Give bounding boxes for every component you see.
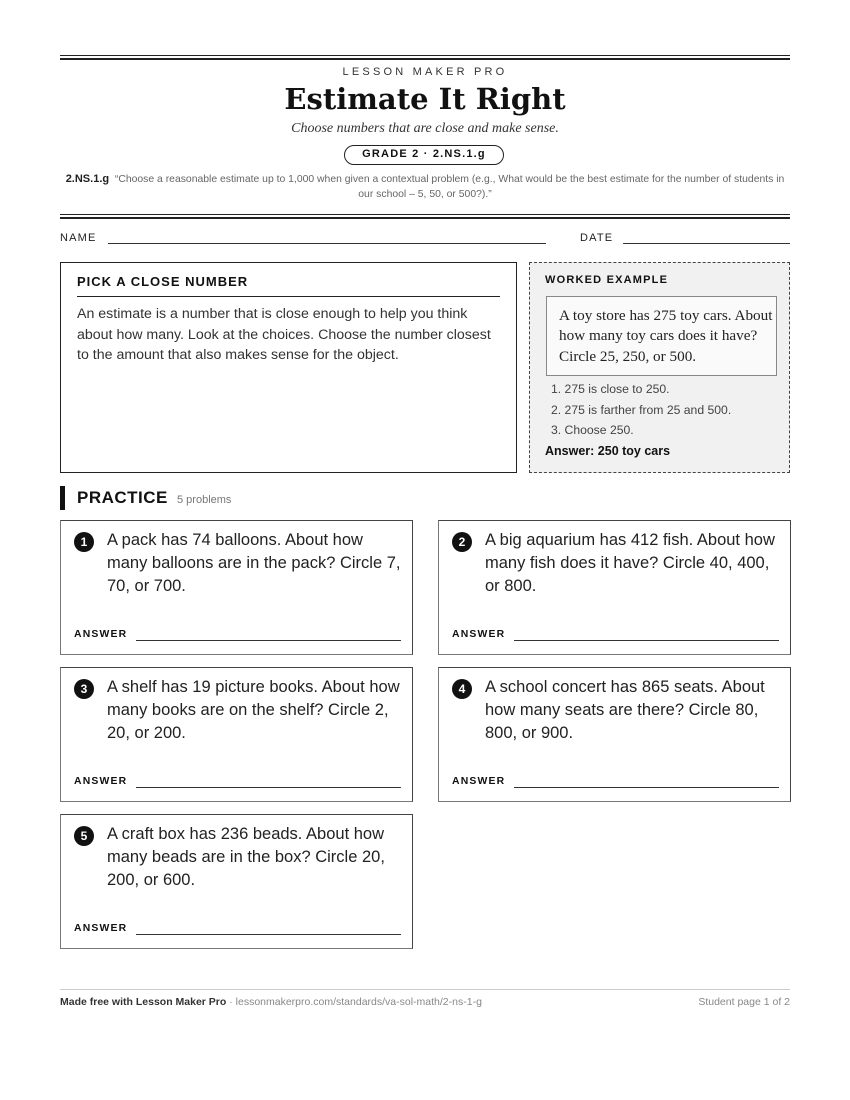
worked-example-answer: Answer: 250 toy cars: [545, 444, 671, 458]
problem-number-badge: 2: [452, 532, 472, 552]
answer-label: ANSWER: [74, 776, 128, 787]
practice-accent-bar: [60, 486, 65, 510]
footer-page-number: Student page 1 of 2: [698, 996, 790, 1008]
grade-badge: GRADE 2 · 2.NS.1.g: [344, 145, 504, 165]
worked-step: 2. 275 is farther from 25 and 500.: [551, 402, 732, 417]
problem-card-4: [438, 667, 791, 802]
header-rule-bottom-thick: [60, 217, 790, 219]
date-field[interactable]: [623, 243, 790, 244]
problem-card-5: [60, 814, 413, 949]
date-label: DATE: [580, 232, 614, 244]
problem-text: A craft box has 236 beads. About how many beads are in the box? Circle 20, 200, or 600.: [107, 825, 385, 889]
footer-url[interactable]: · lessonmakerpro.com/standards/va-sol-math/2-ns-1-g: [226, 996, 482, 1008]
standard-code: 2.NS.1.g: [65, 173, 110, 185]
answer-field[interactable]: [136, 934, 401, 935]
problem-text: A school concert has 865 seats. About how many seats are there? Circle 80, 800, or 900.: [485, 678, 765, 742]
footer-divider: [60, 989, 790, 990]
standard-description: [62, 172, 788, 202]
intro-panel: [60, 262, 517, 473]
page-subtitle: Choose numbers that are close and make sense.: [291, 121, 559, 136]
answer-label: ANSWER: [74, 923, 128, 934]
problem-text: A pack has 74 balloons. About how many balloons are in the pack? Circle 7, 70, or 700.: [107, 531, 401, 595]
problem-card-2: [438, 520, 791, 655]
worked-example-panel: [529, 262, 790, 473]
practice-title: PRACTICE: [77, 488, 168, 507]
answer-field[interactable]: [514, 640, 779, 641]
problem-number-badge: 3: [74, 679, 94, 699]
answer-field[interactable]: [136, 787, 401, 788]
header-rule-bottom: [60, 214, 790, 215]
intro-text: An estimate is a number that is close enough to help you think about how many. Look at the choices. Choose the number closest to the amount that also makes sense for the object.: [77, 306, 491, 364]
answer-label: ANSWER: [74, 629, 128, 640]
answer-field[interactable]: [136, 640, 401, 641]
answer-field[interactable]: [514, 787, 779, 788]
worked-example-problem: A toy store has 275 toy cars. About how many toy cars does it have? Circle 25, 250, or 500.: [546, 296, 777, 376]
problem-text: A big aquarium has 412 fish. About how many fish does it have? Circle 40, 400, or 800.: [485, 531, 775, 595]
answer-label: ANSWER: [452, 629, 506, 640]
worked-example-heading: WORKED EXAMPLE: [545, 274, 669, 286]
practice-count: 5 problems: [177, 494, 232, 506]
header-rule-top-thick: [60, 58, 790, 60]
worked-step: 3. Choose 250.: [551, 423, 634, 438]
problem-card-1: [60, 520, 413, 655]
footer-made-with: Made free with Lesson Maker Pro: [60, 996, 227, 1008]
problem-number-badge: 4: [452, 679, 472, 699]
problem-card-3: [60, 667, 413, 802]
problem-number-badge: 5: [74, 826, 94, 846]
answer-label: ANSWER: [452, 776, 506, 787]
worked-example-steps: [551, 379, 731, 441]
header-rule-top: [60, 55, 790, 56]
worked-step: 1. 275 is close to 250.: [551, 382, 670, 396]
brand-name: LESSON MAKER PRO: [342, 66, 508, 78]
standard-text: “Choose a reasonable estimate up to 1,000 when given a contextual problem (e.g., What would be the best estimate for the number of students in our school – 5, 50, or 500?).”: [114, 174, 785, 200]
footer-credit: [60, 996, 482, 1008]
problem-number-badge: 1: [74, 532, 94, 552]
name-label: NAME: [60, 232, 97, 244]
problem-text: A shelf has 19 picture books. About how many books are on the shelf? Circle 2, 20, or 200.: [107, 678, 400, 742]
intro-heading: PICK A CLOSE NUMBER: [77, 274, 249, 289]
intro-divider: [77, 296, 500, 297]
page-title: Estimate It Right: [284, 82, 566, 116]
name-field[interactable]: [108, 243, 546, 244]
